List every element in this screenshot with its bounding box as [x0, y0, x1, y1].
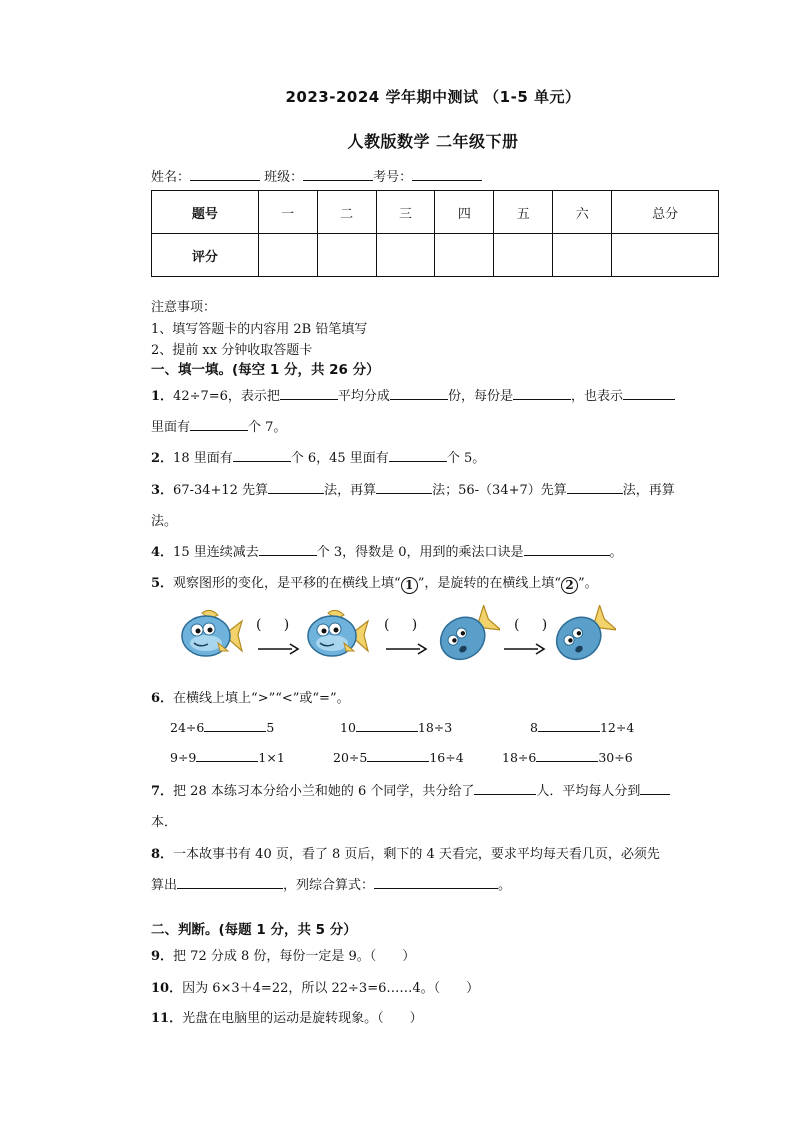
question-2: [151, 447, 485, 466]
question-4: [151, 541, 623, 560]
compare-right: 1×1: [258, 750, 285, 765]
answer-blank[interactable]: [524, 543, 610, 556]
question-text: 一本故事书有 40 页，看了 8 页后，剩下的 4 天看完，要求平均每天看几页，必须先: [173, 847, 660, 862]
arrow-right-icon: [384, 643, 428, 655]
question-7-cont: [151, 811, 177, 830]
question-8: [151, 843, 660, 862]
question-text: 15 里连续减去: [173, 545, 259, 560]
answer-blank[interactable]: [233, 449, 291, 462]
answer-paren[interactable]: ( ): [256, 617, 290, 633]
question-1-cont: [151, 416, 286, 435]
answer-blank[interactable]: [196, 749, 258, 762]
question-text: 因为 6×3＋4=22，所以 22÷3=6……4。（ ）: [182, 981, 480, 996]
answer-blank[interactable]: [536, 749, 598, 762]
question-number: 11．: [151, 1011, 183, 1026]
score-input-cell[interactable]: [494, 234, 553, 277]
score-cell: 五: [494, 191, 553, 234]
score-cell: 二: [317, 191, 376, 234]
question-3-cont: [151, 510, 177, 529]
question-text: 光盘在电脑里的运动是旋转现象。（ ）: [182, 1011, 423, 1026]
question-text: 份，每份是: [447, 389, 513, 404]
compare-left: 10: [340, 720, 356, 735]
compare-right: 12÷4: [599, 720, 635, 735]
question-text: ”，是旋转的在横线上填“: [417, 576, 561, 591]
answer-blank[interactable]: [567, 481, 623, 494]
score-input-cell[interactable]: [376, 234, 435, 277]
compare-right: 5: [266, 720, 275, 735]
question-text: 法，再算: [622, 483, 675, 498]
score-table: [151, 190, 719, 277]
fish-icon: [436, 605, 500, 667]
compare-left: 9÷9: [170, 750, 197, 765]
question-text: 18 里面有: [173, 451, 233, 466]
question-10: [151, 977, 479, 996]
question-3: [151, 479, 675, 498]
question-number: 10．: [151, 981, 183, 996]
fish-icon: [552, 605, 616, 667]
question-9: [151, 945, 415, 964]
compare-right: 30÷6: [598, 750, 633, 765]
compare-item: [340, 719, 452, 735]
question-number: 9．: [151, 949, 174, 964]
question-text: 个 6，45 里面有: [290, 451, 389, 466]
question-text: ，也表示: [570, 389, 623, 404]
fish-icon: [180, 605, 244, 667]
score-cell: 题号: [152, 191, 259, 234]
answer-blank[interactable]: [538, 719, 600, 732]
question-text: 个 7。: [248, 420, 287, 435]
answer-blank[interactable]: [177, 876, 283, 889]
answer-blank[interactable]: [474, 782, 536, 795]
exam-number-label: 考号：: [373, 170, 413, 185]
compare-item: [502, 749, 633, 765]
question-text: 个 5。: [446, 451, 486, 466]
question-number: 8．: [151, 847, 174, 862]
question-6: [151, 687, 350, 706]
question-text: 在横线上填上“>”“<”或“=”。: [173, 691, 350, 706]
question-text: 算出: [151, 878, 178, 893]
answer-blank[interactable]: [356, 719, 418, 732]
compare-right: 18÷3: [417, 720, 453, 735]
question-number: 1．: [151, 389, 174, 404]
score-input-cell[interactable]: [553, 234, 612, 277]
score-input-cell[interactable]: [612, 234, 719, 277]
answer-blank[interactable]: [623, 387, 675, 400]
question-number: 2．: [151, 451, 174, 466]
score-table-score-row: [152, 234, 719, 277]
answer-blank[interactable]: [376, 481, 432, 494]
compare-left: 8: [530, 720, 538, 735]
question-text: 把 28 本练习本分给小兰和她的 6 个同学，共分给了: [173, 784, 475, 799]
class-field[interactable]: [303, 168, 373, 181]
answer-blank[interactable]: [374, 876, 498, 889]
score-input-cell[interactable]: [258, 234, 317, 277]
exam-number-field[interactable]: [412, 168, 482, 181]
answer-blank[interactable]: [513, 387, 571, 400]
question-text: 。: [498, 878, 512, 893]
answer-blank[interactable]: [390, 387, 448, 400]
name-field[interactable]: [190, 168, 260, 181]
compare-right: 16÷4: [429, 750, 464, 765]
score-input-cell[interactable]: [435, 234, 494, 277]
compare-item: [170, 719, 274, 735]
answer-blank[interactable]: [268, 481, 324, 494]
compare-item: [333, 749, 464, 765]
question-text: 。: [609, 545, 623, 560]
name-label: 姓名：: [151, 170, 191, 185]
question-number: 6．: [151, 691, 174, 706]
answer-blank[interactable]: [367, 749, 429, 762]
answer-blank[interactable]: [389, 449, 447, 462]
answer-paren[interactable]: ( ): [514, 617, 548, 633]
circled-one-symbol: 1: [401, 577, 418, 594]
question-11: [151, 1007, 423, 1026]
notes-title: 注意事项：: [151, 300, 217, 315]
note-item: 1、填写答题卡的内容用 2B 铅笔填写: [151, 322, 368, 337]
question-text: 法，再算: [324, 483, 377, 498]
class-label: 班级：: [264, 170, 304, 185]
question-8-cont: [151, 874, 511, 893]
question-text: 法；56-（34+7）先算: [432, 483, 567, 498]
question-text: 把 72 分成 8 份，每份一定是 9。（ ）: [173, 949, 416, 964]
compare-left: 20÷5: [333, 750, 368, 765]
note-item: 2、提前 xx 分钟收取答题卡: [151, 343, 313, 358]
answer-blank[interactable]: [190, 418, 248, 431]
question-5: [151, 572, 598, 594]
score-table-header-row: [152, 191, 719, 234]
arrow-right-icon: [256, 643, 300, 655]
question-text: 里面有: [151, 420, 191, 435]
question-text: ，列综合算式：: [283, 878, 375, 893]
score-cell: 三: [376, 191, 435, 234]
question-text: 42÷7=6，表示把: [173, 389, 280, 404]
score-cell: 四: [435, 191, 494, 234]
question-number: 5．: [151, 576, 174, 591]
question-number: 4．: [151, 545, 174, 560]
answer-blank[interactable]: [640, 782, 670, 795]
score-row-label: 评分: [152, 234, 259, 277]
fish-icon: [306, 605, 370, 667]
question-text: 67-34+12 先算: [173, 483, 269, 498]
compare-left: 24÷6: [170, 720, 205, 735]
student-info-line: [151, 166, 482, 185]
question-1: [151, 385, 675, 404]
score-cell: 一: [258, 191, 317, 234]
question-text: 个 3，得数是 0，用到的乘法口诀是: [316, 545, 524, 560]
question-text: ”。: [578, 576, 598, 591]
question-text: 人．平均每人分到: [536, 784, 641, 799]
exam-subtitle: 人教版数学 二年级下册: [347, 132, 519, 151]
question-number: 7．: [151, 784, 174, 799]
question-text: 法。: [151, 514, 178, 529]
answer-paren[interactable]: ( ): [384, 617, 418, 633]
score-cell: 六: [553, 191, 612, 234]
compare-item: [170, 749, 285, 765]
score-input-cell[interactable]: [317, 234, 376, 277]
question-text: 观察图形的变化，是平移的在横线上填“: [173, 576, 401, 591]
arrow-right-icon: [502, 643, 546, 655]
section-2-heading: 二、判断。(每题 1 分，共 5 分）: [151, 922, 357, 938]
question-7: [151, 780, 670, 799]
exam-title: 2023-2024 学年期中测试 （1-5 单元）: [285, 88, 581, 106]
answer-blank[interactable]: [280, 387, 338, 400]
circled-two-symbol: 2: [561, 577, 578, 594]
question-number: 3．: [151, 483, 174, 498]
answer-blank[interactable]: [204, 719, 266, 732]
section-1-heading: 一、填一填。(每空 1 分，共 26 分）: [151, 362, 380, 378]
score-cell: 总分: [612, 191, 719, 234]
compare-item: [530, 719, 634, 735]
answer-blank[interactable]: [259, 543, 317, 556]
compare-left: 18÷6: [502, 750, 537, 765]
question-text: 平均分成: [337, 389, 390, 404]
fish-transform-figure: [180, 605, 620, 670]
question-text: 本．: [151, 815, 178, 830]
